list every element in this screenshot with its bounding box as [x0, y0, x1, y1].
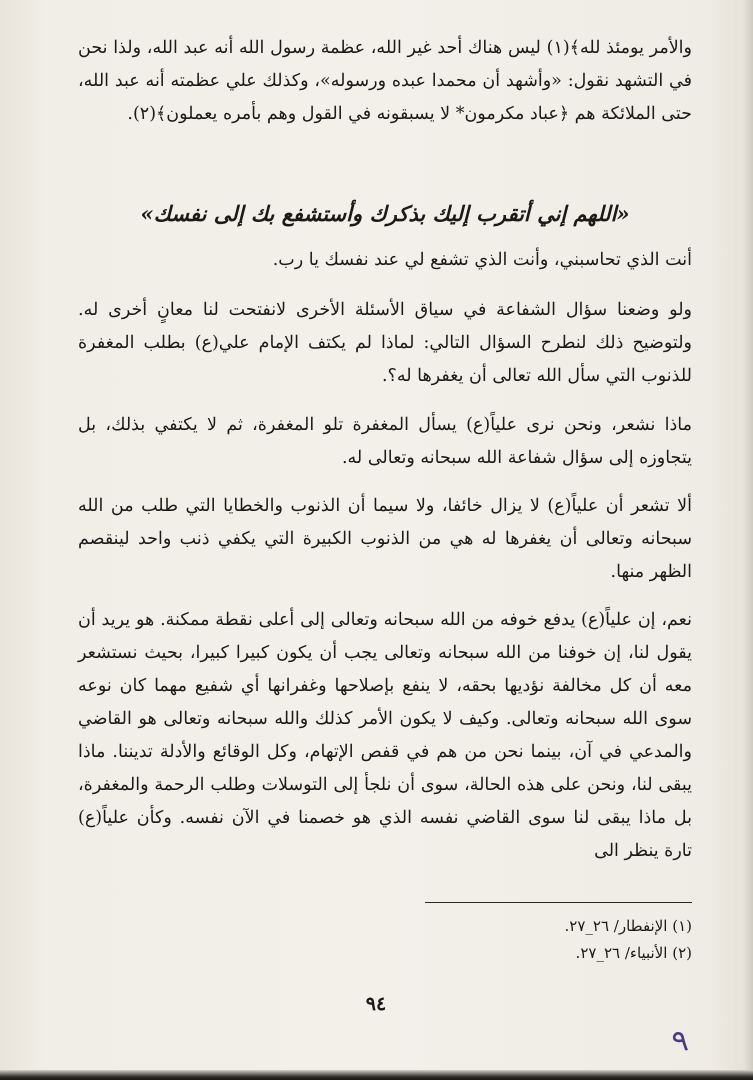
page-bottom-edge	[0, 1070, 753, 1080]
paragraph-3: ولو وضعنا سؤال الشفاعة في سياق الأسئلة الأخرى لانفتحت لنا معانٍ أخرى له. ولتوضيح ذلك لنطرح السؤال التالي: لماذا لم يكتف الإمام علي(ع) بطلب المغفرة للذنوب التي سأل الله تعالى أن يغفرها له؟.	[78, 300, 692, 386]
section-heading: «اللهم إني أتقرب إليك بذكرك وأستشفع بك إلى نفسك»	[140, 201, 630, 226]
paragraph-2: أنت الذي تحاسبني، وأنت الذي تشفع لي عند نفسك يا رب.	[272, 250, 692, 270]
spine-shadow	[743, 0, 753, 1080]
footnote-divider	[425, 902, 692, 903]
footnote-1: (١) الإنفطار/ ٢٦_٢٧.	[564, 917, 692, 935]
paragraph-1: والأمر يومئذ لله﴾(١) ليس هناك أحد غير الله، عظمة رسول الله أنه عبد الله، ولذا نحن في التشهد نقول: «وأشهد أن محمدا عبده ورسوله»، وكذلك علي عظمته أنه عبد الله، حتى الملائكة هم ﴿عباد مكرمون* لا يسبقونه في القول وهم بأمره يعملون﴾(٢).	[78, 38, 692, 124]
handwritten-mark: ٩	[669, 1023, 691, 1060]
paragraph-4: ماذا نشعر، ونحن نرى علياً(ع) يسأل المغفرة تلو المغفرة، ثم لا يكتفي بذلك، بل يتجاوزه إلى سؤال شفاعة الله سبحانه وتعالى له.	[78, 415, 692, 468]
page-number: ٩٤	[365, 993, 387, 1015]
paragraph-5: ألا تشعر أن علياً(ع) لا يزال خائفا، ولا سيما أن الذنوب والخطايا التي طلب من الله سبحانه وتعالى أن يغفرها له هي من الذنوب الكبيرة التي يكفي ذنب واحد لينقصم الظهر منها.	[78, 496, 692, 582]
footnote-2: (٢) الأنبياء/ ٢٦_٢٧.	[575, 944, 692, 962]
paragraph-6: نعم، إن علياً(ع) يدفع خوفه من الله سبحانه وتعالى إلى أعلى نقطة ممكنة. هو يريد أن يقول لنا، إن خوفنا من الله سبحانه وتعالى يجب أن يكون كبيرا كبيرا، بحيث نستشعر معه أن كل مخالفة نؤديها بحقه، لا ينفع بإصلاحها وغفرانها أي شفيع مهما كان نوعه سوى الله سبحانه وتعالى. وكيف لا يكون الأمر كذلك والله سبحانه وتعالى هو القاضي والمدعي في آن، بينما نحن من هم في قفص الإتهام، وكل الوقائع والأدلة تديننا. ماذا يبقى لنا، ونحن على هذه الحالة، سوى أن نلجأ إلى التوسلات وطلب الرحمة والمغفرة، بل ماذا يبقى لنا سوى القاضي نفسه الذي هو خصمنا في الآن نفسه. وكأن علياً(ع) تارة ينظر الى	[78, 610, 692, 861]
